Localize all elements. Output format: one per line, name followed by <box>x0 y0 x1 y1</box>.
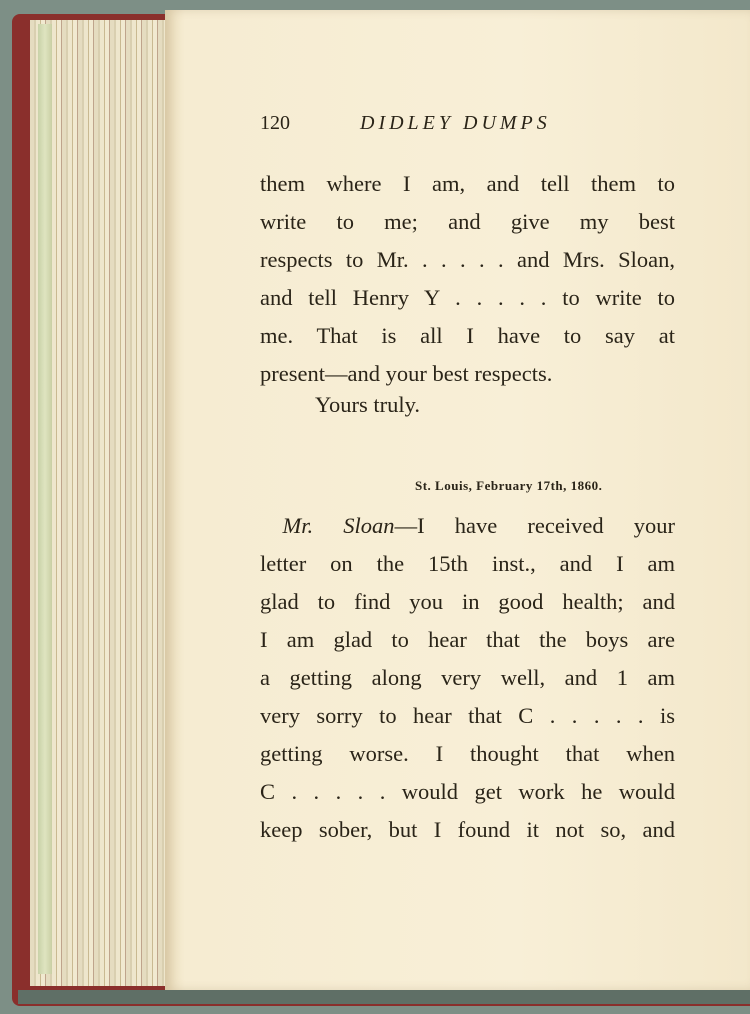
page-edge-highlight <box>38 24 52 974</box>
text-line: letter on the 15th inst., and I am <box>260 551 675 576</box>
text-line: and tell Henry Y . . . . . to write to <box>260 285 675 310</box>
text-line: very sorry to hear that C . . . . . is <box>260 703 675 728</box>
text-line: a getting along very well, and 1 am <box>260 665 675 690</box>
running-title: DIDLEY DUMPS <box>360 112 551 134</box>
letter-dateline: St. Louis, February 17th, 1860. <box>415 478 603 493</box>
text-line: present—and your best respects. <box>260 361 553 386</box>
text-line: me. That is all I have to say at <box>260 323 675 348</box>
text-line: getting worse. I thought that when <box>260 741 675 766</box>
page-header <box>260 112 700 142</box>
book-page <box>165 10 750 990</box>
text-line: them where I am, and tell them to <box>260 171 675 196</box>
signoff: Yours truly. <box>315 392 421 417</box>
text-line <box>260 507 675 545</box>
text-fragment: —I have received your <box>394 513 675 538</box>
text-line: keep sober, but I found it not so, and <box>260 817 675 842</box>
letter-body <box>260 507 675 849</box>
text-line: write to me; and give my best <box>260 209 675 234</box>
text-line: glad to find you in good health; and <box>260 589 675 614</box>
paragraph-continued <box>260 165 675 393</box>
text-line: respects to Mr. . . . . . and Mrs. Sloan, <box>260 247 675 272</box>
letter-salutation: Mr. Sloan <box>282 513 395 538</box>
page-number: 120 <box>260 112 290 134</box>
text-line: C . . . . . would get work he would <box>260 779 675 804</box>
book-shadow <box>18 990 750 1004</box>
text-line: I am glad to hear that the boys are <box>260 627 675 652</box>
